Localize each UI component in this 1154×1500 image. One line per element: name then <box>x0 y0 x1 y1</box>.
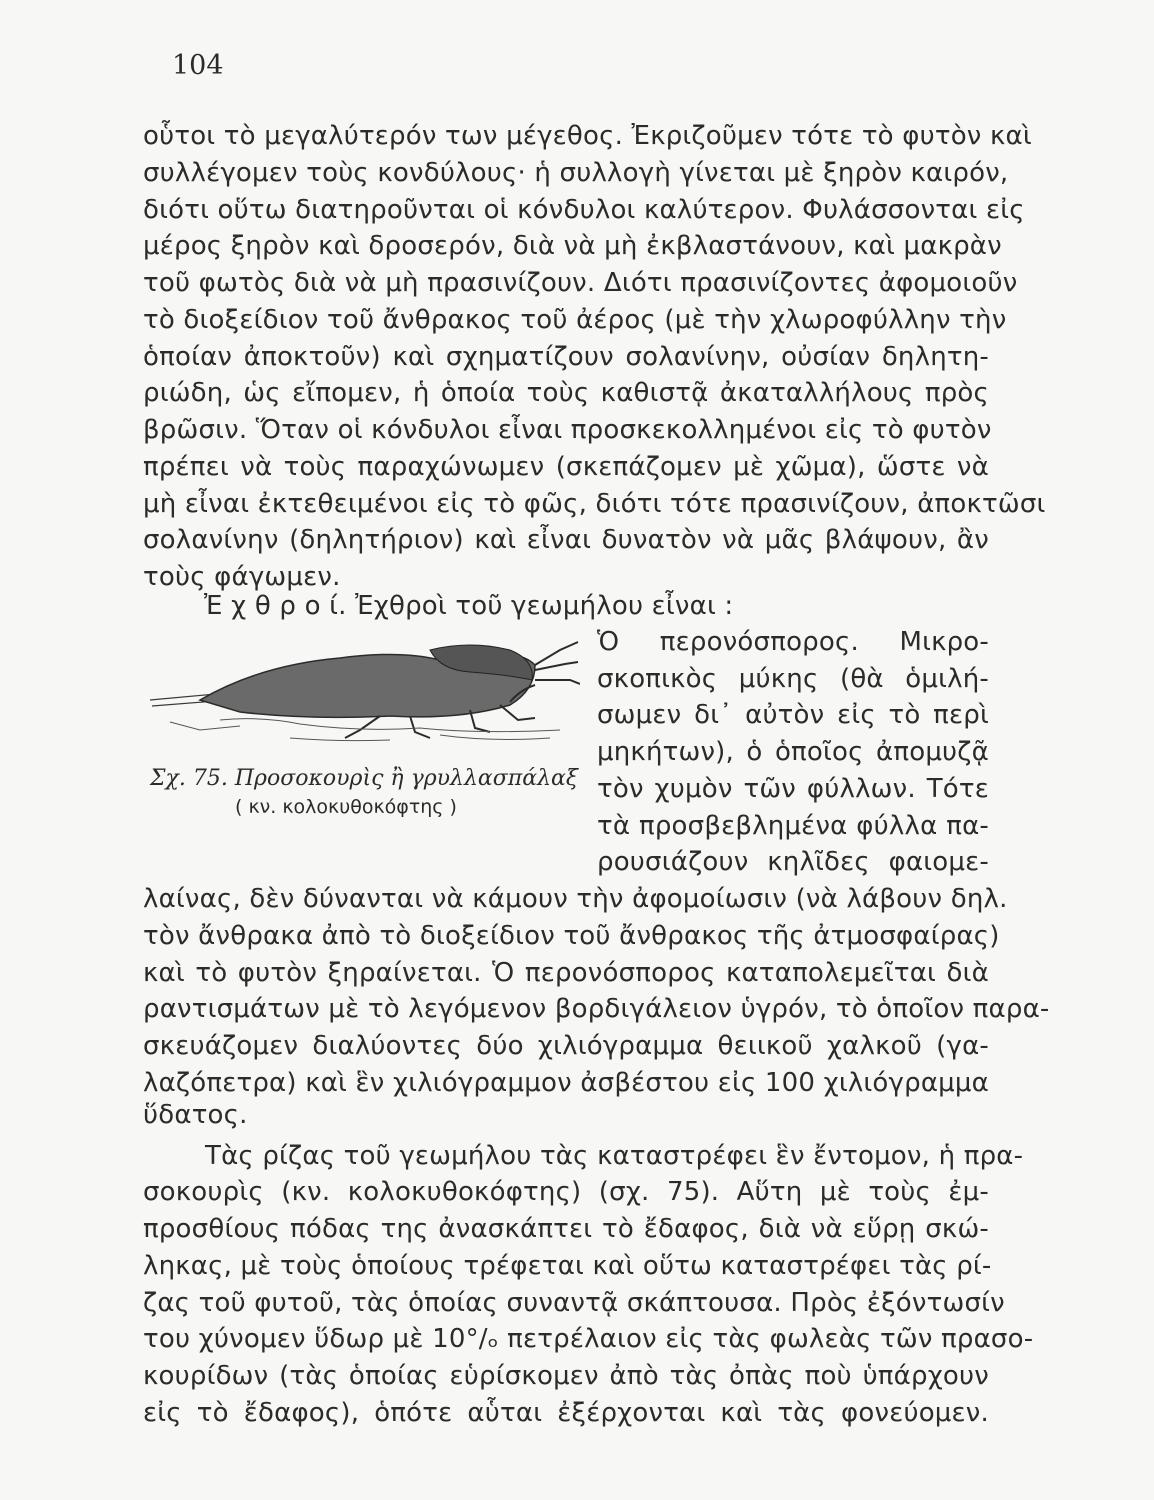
text-line: διότι οὕτω διατηροῦνται οἱ κόνδυλοι καλύτερον. Φυλάσσονται εἰς <box>143 195 1025 225</box>
section-heading-enemies: Ἐ χ θ ρ ο ί. Ἐχθροὶ τοῦ γεωμήλου εἶναι : <box>204 591 734 621</box>
text-line: οὗτοι τὸ μεγαλύτερόν των μέγεθος. Ἐκριζοῦμεν τότε τὸ φυτὸν καὶ <box>143 121 1032 151</box>
text-line: τὸν χυμὸν τῶν φύλλων. Τότε <box>597 774 989 804</box>
text-line: τὰ προσβεβλημένα φύλλα πα- <box>597 811 989 841</box>
text-line: ληκας, μὲ τοὺς ὁποίους τρέφεται καὶ οὕτω καταστρέφει τὰς ρί- <box>143 1251 992 1281</box>
text-line: τὸν ἄνθρακα ἀπὸ τὸ διοξείδιον τοῦ ἄνθρακος τῆς ἀτμοσφαίρας) <box>143 921 1000 951</box>
text-line: λαίνας, δὲν δύνανται νὰ κάμουν τὴν ἀφομοίωσιν (νὰ λάβουν δηλ. <box>143 884 1008 914</box>
text-line: μὴ εἶναι ἐκτεθειμένοι εἰς τὸ φῶς, διότι τότε πρασινίζουν, ἀποκτῶσι <box>143 489 1046 519</box>
text-line: σκοπικὸς μύκης (θὰ ὁμιλή- <box>597 664 989 694</box>
text-line: σκευάζομεν διαλύοντες δύο χιλιόγραμμα θειικοῦ χαλκοῦ (γα- <box>143 1031 989 1061</box>
text-line: συλλέγομεν τοὺς κονδύλους· ἡ συλλογὴ γίνεται μὲ ξηρὸν καιρόν, <box>143 158 1009 188</box>
text-line: ὕδατος. <box>143 1100 248 1130</box>
page-number: 104 <box>172 50 224 81</box>
text-line: Ὁ περονόσπορος. Μικρο- <box>597 627 989 657</box>
text-line: βρῶσιν. Ὅταν οἱ κόνδυλοι εἶναι προσκεκολλημένοι εἰς τὸ φυτὸν <box>143 415 992 445</box>
text-line: κουρίδων (τὰς ὁποίας εὑρίσκομεν ἀπὸ τὰς ὀπὰς ποὺ ὑπάρχουν <box>143 1361 989 1391</box>
text-line: σοκουρὶς (κν. κολοκυθοκόφτης) (σχ. 75). Αὕτη μὲ τοὺς ἐμ- <box>143 1177 989 1207</box>
text-line: σωμεν δι᾽ αὐτὸν εἰς τὸ περὶ <box>597 700 989 730</box>
figure-caption-subtitle: ( κν. κολοκυθοκόφτης ) <box>235 796 457 818</box>
text-line: εἰς τὸ ἔδαφος), ὁπότε αὗται ἐξέρχονται καὶ τὰς φονεύομεν. <box>143 1398 989 1428</box>
text-line: ριώδη, ὡς εἴπομεν, ἡ ὁποία τοὺς καθιστᾷ ἀκαταλλήλους πρὸς <box>143 378 989 408</box>
text-line: τὸ διοξείδιον τοῦ ἄνθρακος τοῦ ἀέρος (μὲ τὴν χλωροφύλλην τὴν <box>143 305 1007 335</box>
text-line: Τὰς ρίζας τοῦ γεωμήλου τὰς καταστρέφει ἓν ἔντομον, ἡ πρα- <box>205 1141 1024 1171</box>
figure-caption-title: Σχ. 75. Προσοκουρὶς ἢ γρυλλασπάλαξ <box>150 766 579 791</box>
text-line: ὁποίαν ἀποκτοῦν) καὶ σχηματίζουν σολανίνην, οὐσίαν δηλητη- <box>143 342 989 372</box>
text-line: λαζόπετρα) καὶ ἓν χιλιόγραμμον ἀσβέστου εἰς 100 χιλιόγραμμα <box>143 1068 989 1098</box>
text-line: ραντισμάτων μὲ τὸ λεγόμενον βορδιγάλειον ὑγρόν, τὸ ὁποῖον παρα- <box>143 994 1050 1024</box>
text-line: μέρος ξηρὸν καὶ δροσερόν, διὰ νὰ μὴ ἐκβλαστάνουν, καὶ μακρὰν <box>143 231 1002 261</box>
text-line: καὶ τὸ φυτὸν ξηραίνεται. Ὁ περονόσπορος καταπολεμεῖται διὰ <box>143 958 989 988</box>
text-line: τοὺς φάγωμεν. <box>143 562 341 592</box>
text-line: πρέπει νὰ τοὺς παραχώνωμεν (σκεπάζομεν μὲ χῶμα), ὥστε νὰ <box>143 452 989 482</box>
mole-cricket-illustration <box>140 620 580 750</box>
text-line: ζας τοῦ φυτοῦ, τὰς ὁποίας συναντᾷ σκάπτουσα. Πρὸς ἐξόντωσίν <box>143 1288 1005 1318</box>
text-line: σολανίνην (δηλητήριον) καὶ εἶναι δυνατὸν νὰ μᾶς βλάψουν, ἂν <box>143 525 989 555</box>
text-line: μηκήτων), ὁ ὁποῖος ἀπομυζᾷ <box>597 737 989 767</box>
text-line: του χύνομεν ὕδωρ μὲ 10°/ₒ πετρέλαιον εἰς τὰς φωλεὰς τῶν πρασο- <box>143 1324 1034 1354</box>
text-line: προσθίους πόδας της ἀνασκάπτει τὸ ἔδαφος, διὰ νὰ εὕρῃ σκώ- <box>143 1214 989 1244</box>
text-line: τοῦ φωτὸς διὰ νὰ μὴ πρασινίζουν. Διότι πρασινίζοντες ἀφομοιοῦν <box>143 268 1018 298</box>
text-line: ρουσιάζουν κηλῖδες φαιομε- <box>597 847 989 877</box>
